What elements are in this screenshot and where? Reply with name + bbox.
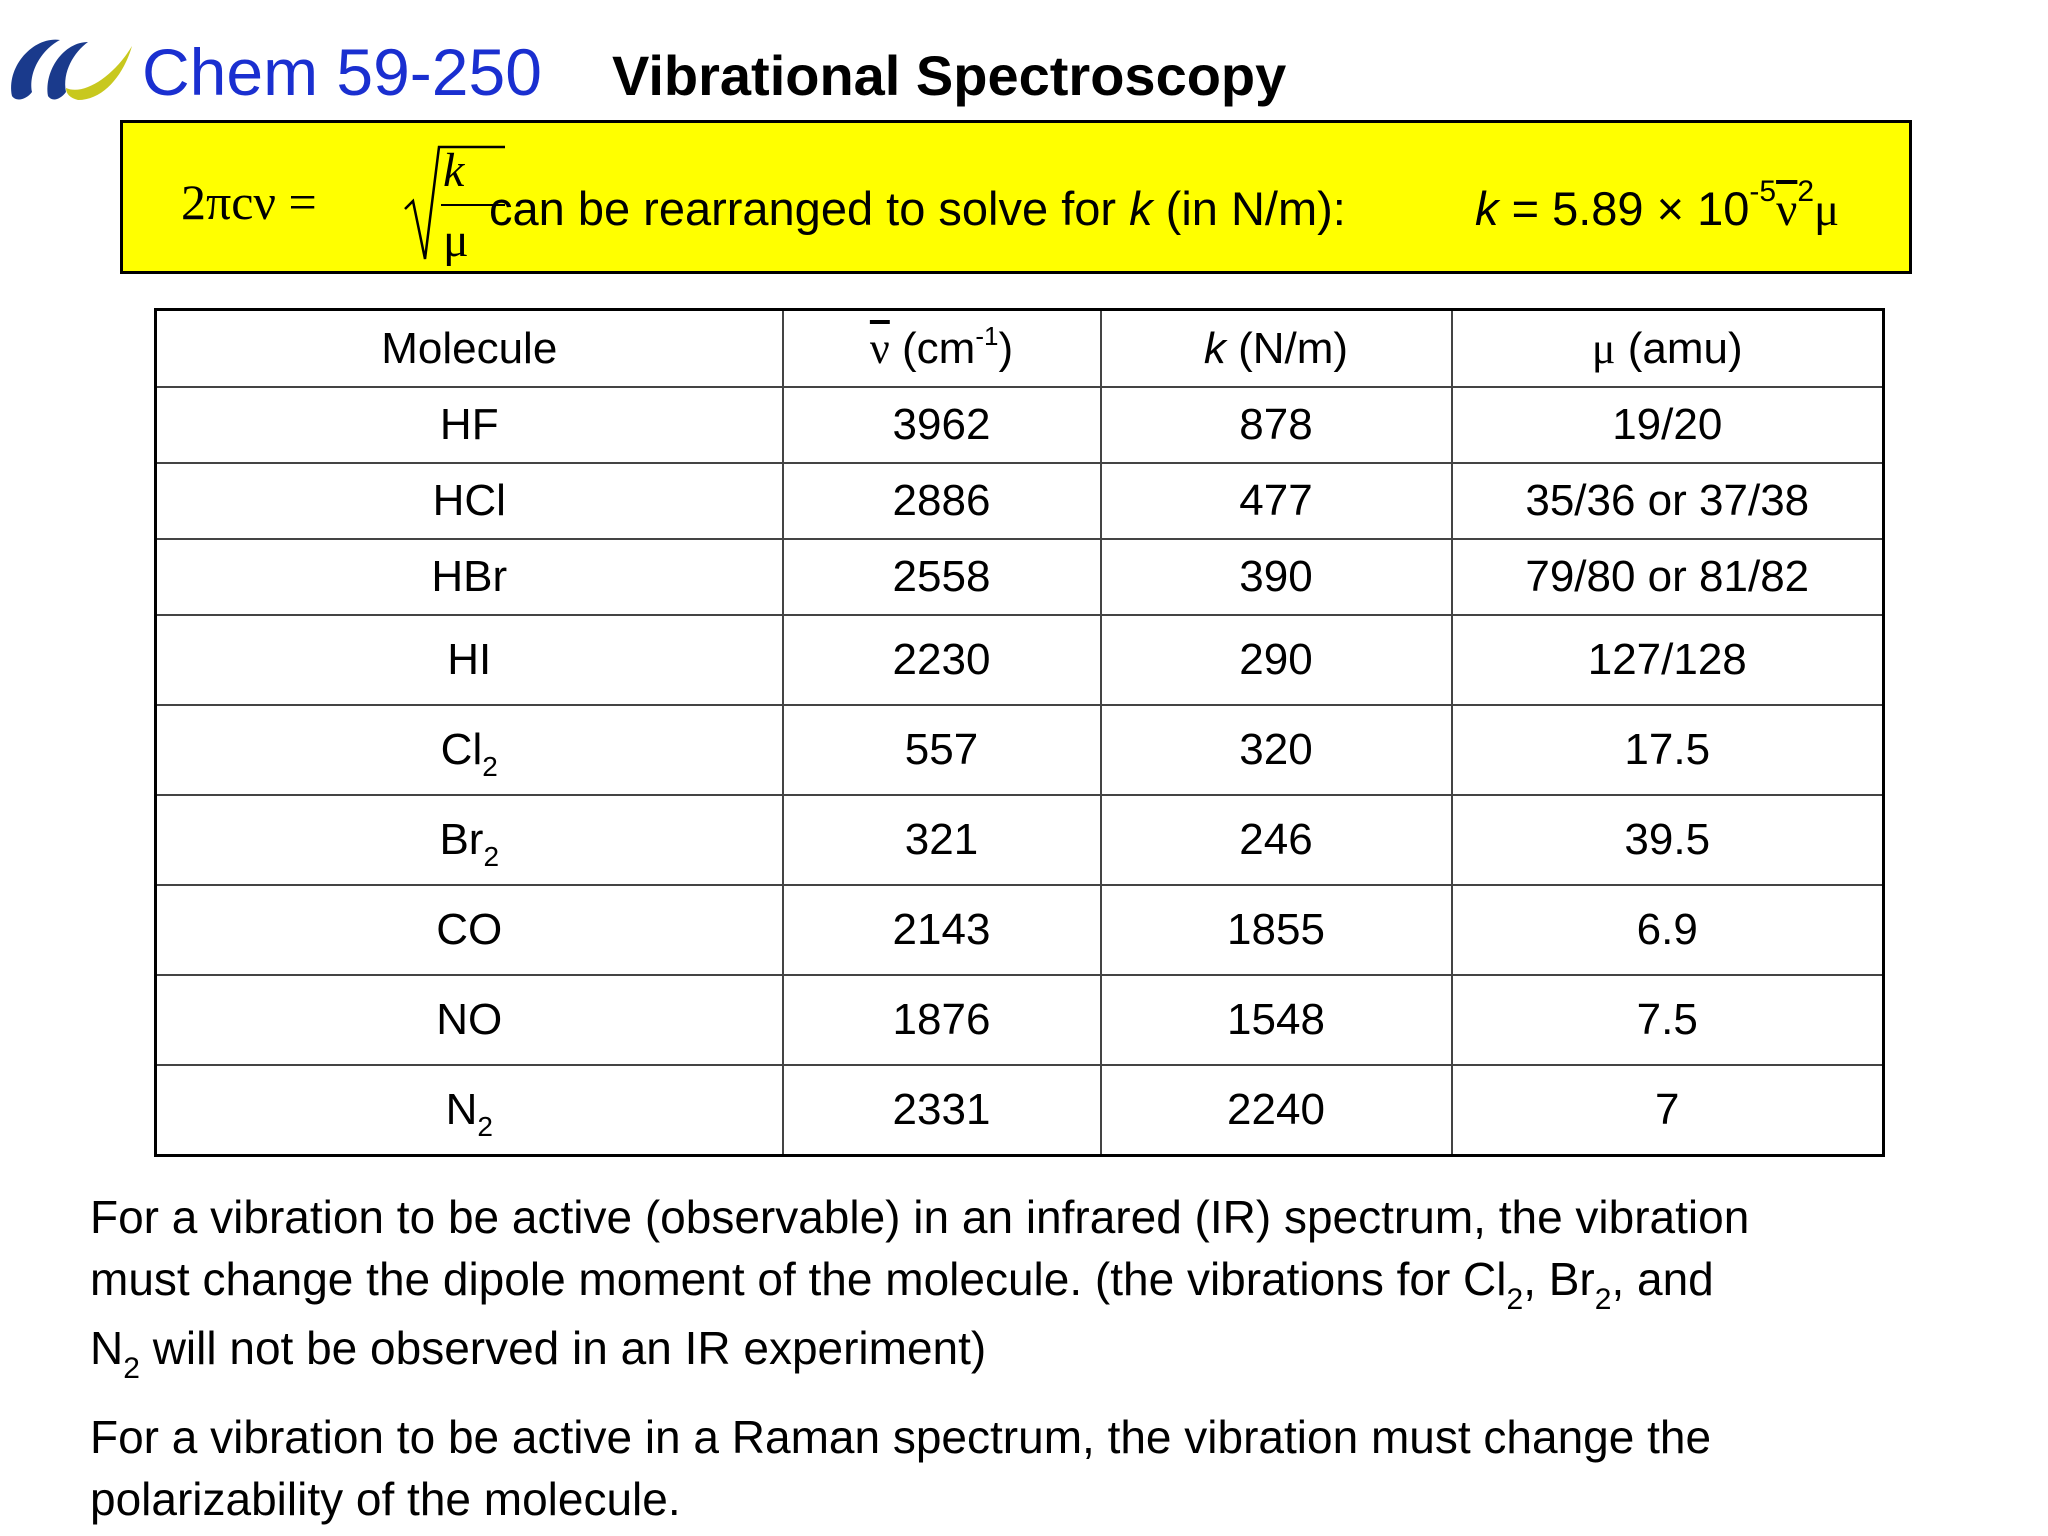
- equation-k: k: [443, 144, 465, 197]
- raman-activity-paragraph: For a vibration to be active in a Raman spectrum, the vibration must change the polarizability of the molecule.: [90, 1411, 1712, 1525]
- table-row: HI 2230 290 127/128: [156, 615, 1884, 705]
- university-logo: [4, 26, 136, 106]
- table-row: HBr 2558 390 79/80 or 81/82: [156, 539, 1884, 615]
- table-row: $Br_2$ 321 246 39.5: [156, 795, 1884, 885]
- table-row: NO 1876 1548 7.5: [156, 975, 1884, 1065]
- header-molecule: Molecule: [156, 310, 783, 388]
- header-force-constant: k (N/m): [1101, 310, 1452, 388]
- rearrange-text: can be rearranged to solve for k (in N/m):: [489, 182, 1346, 235]
- table-row: $N_2$ 2331 2240 7: [156, 1065, 1884, 1156]
- header-reduced-mass: μ (amu): [1452, 310, 1884, 388]
- course-title: Chem 59-250: [142, 35, 542, 109]
- page-title: Vibrational Spectroscopy: [612, 44, 1287, 107]
- table-body: [156, 387, 1884, 1156]
- table-row: HCl 2886 477 35/36 or 37/38: [156, 463, 1884, 539]
- frequency-equation: [181, 143, 469, 267]
- header-wavenumber: $\overline{\nu}$ $(cm^{-1})$: [783, 310, 1101, 388]
- table-row: $Cl_2$ 557 320 17.5: [156, 705, 1884, 795]
- formula-box: [120, 120, 1912, 274]
- table-row: CO 2143 1855 6.9: [156, 885, 1884, 975]
- ir-activity-paragraph: For a vibration to be active (observable) in an infrared (IR) spectrum, the vibration must change the dipole moment of the molecule. (the vibrations for $Cl_2$, $Br_2$, and $N_2$ will not be observed in an IR experiment): [90, 1191, 1750, 1385]
- force-constant-equation: $k = 5.89 \times 10^{-5}\overline{\nu}^2\mu$: [1475, 175, 1840, 236]
- table-header-row: [156, 310, 1884, 388]
- equation-lhs: 2πcν =: [181, 174, 317, 230]
- equation-mu: μ: [443, 214, 469, 267]
- table-row: HF 3962 878 19/20: [156, 387, 1884, 463]
- molecule-table: [154, 308, 1885, 1157]
